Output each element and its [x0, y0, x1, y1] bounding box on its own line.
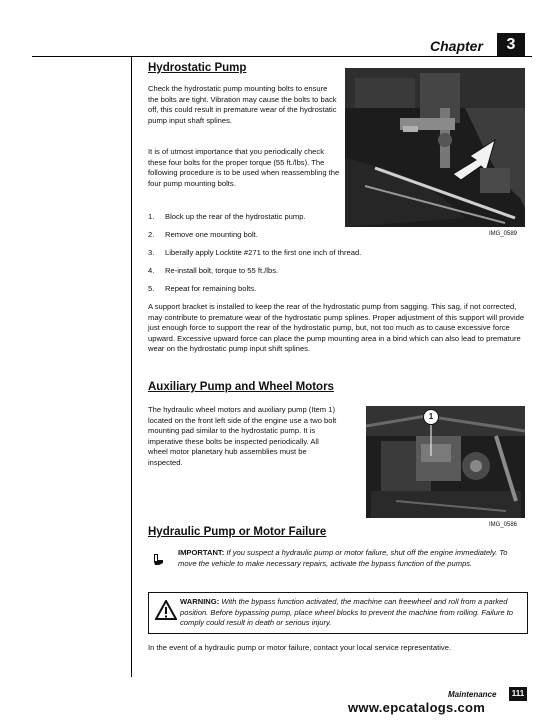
- hand-pointer-icon: [151, 551, 167, 567]
- step-number: 1.: [148, 212, 155, 221]
- section-title-pump-failure: Hydraulic Pump or Motor Failure: [148, 526, 327, 538]
- step-number: 4.: [148, 266, 155, 275]
- closing-para: In the event of a hydraulic pump or motor failure, contact your local service representative.: [148, 643, 452, 652]
- step-text: Block up the rear of the hydrostatic pump.: [165, 212, 306, 221]
- step-number: 3.: [148, 248, 155, 257]
- warning-triangle-icon: [155, 600, 177, 620]
- image-caption-0589: IMG_0589: [489, 231, 518, 237]
- important-label: IMPORTANT:: [178, 548, 225, 557]
- hydrostatic-para-3: A support bracket is installed to keep the rear of the hydrostatic pump from sagging. This sag, if not corrected, may contribute to premature wear of the hydrostatic pump splines. Proper adjustment of this support will provide just enough force to support the rear of the hydrostatic pump, but, not too much as to cause excessive force upward. Excessive upward force can place the pump mounting area in a bind which can also lead to premature wear on the hydrostatic pump input shift splines.: [148, 302, 525, 354]
- chapter-number: 3: [497, 33, 525, 57]
- website-watermark: www.epcatalogs.com: [348, 700, 486, 715]
- auxiliary-pump-illustration: [366, 406, 525, 518]
- warning-label: WARNING:: [180, 597, 220, 606]
- callout-item-1: 1: [423, 409, 439, 425]
- warning-box: [148, 592, 528, 634]
- page-number: 111: [509, 687, 527, 701]
- warning-text: With the bypass function activated, the machine can freewheel and roll from a parked position. Before bypassing pump, place wheel blocks to prevent the machine from rolling. Failure to comply could result in death or serious injury.: [180, 597, 514, 628]
- step-number: 2.: [148, 230, 155, 239]
- important-text: If you suspect a hydraulic pump or motor failure, shut off the engine immediately. To move the vehicle to make necessary repairs, activate the bypass function of the pumps.: [178, 548, 508, 568]
- image-caption-0586: IMG_0586: [489, 522, 518, 528]
- header-rule: [32, 56, 532, 57]
- hydrostatic-para-1: Check the hydrostatic pump mounting bolts to ensure the bolts are tight. Vibration may cause the bolts to back off, this could result in premature wear of the hydrostatic pump input shaft splines.: [148, 84, 337, 125]
- hydrostatic-pump-photo: [345, 68, 525, 227]
- step-text: Remove one mounting bolt.: [165, 230, 258, 239]
- margin-rule: [131, 57, 132, 677]
- hydrostatic-pump-illustration: [345, 68, 525, 227]
- step-text: Re-install bolt, torque to 55 ft./lbs.: [165, 266, 279, 275]
- section-title-hydrostatic-pump: Hydrostatic Pump: [148, 62, 247, 74]
- auxiliary-para: The hydraulic wheel motors and auxiliary pump (Item 1) located on the front left side of the engine use a two bolt mounting pad similar to the hydrostatic pump. It is imperative these bolts be inspected periodically. All wheel motor planetary hub assemblies must be inspected.: [148, 405, 337, 467]
- auxiliary-pump-photo: [366, 406, 525, 518]
- chapter-label: Chapter: [430, 38, 483, 54]
- warning-note: [180, 597, 522, 629]
- footer-section-title: Maintenance: [448, 690, 497, 699]
- hydrostatic-para-2: It is of utmost importance that you periodically check these four bolts for the proper torque (55 ft./lbs). The following procedure is to be used when reassembling the four pump mounting bolts.: [148, 147, 340, 188]
- step-text: Repeat for remaining bolts.: [165, 284, 257, 293]
- important-note: [178, 548, 526, 569]
- section-title-auxiliary-pump: Auxiliary Pump and Wheel Motors: [148, 381, 334, 393]
- step-text: Liberally apply Locktite #271 to the first one inch of thread.: [165, 248, 362, 257]
- step-number: 5.: [148, 284, 155, 293]
